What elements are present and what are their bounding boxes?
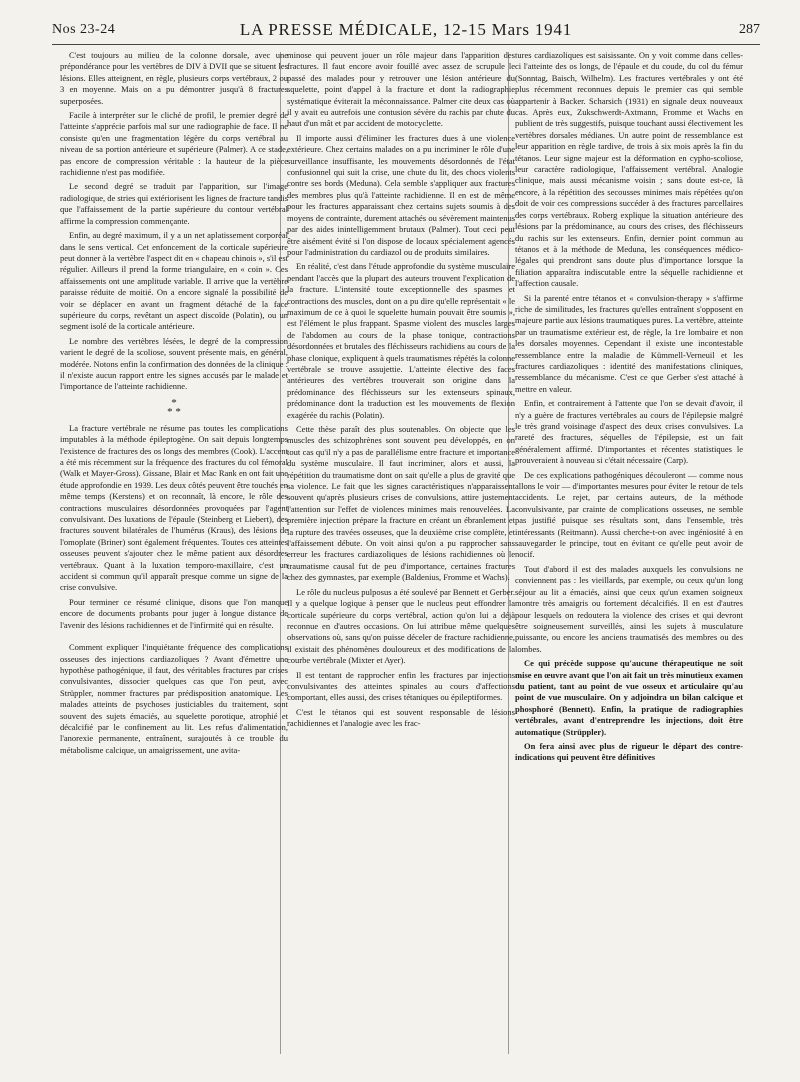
issue-date: 12-15 Mars 1941 [442, 20, 573, 39]
paragraph: En réalité, c'est dans l'étude approfondie du système musculaire pendant l'accès que la plupart des auteurs trouvent l'explication de la fracture. L'intensité toute exceptionnelle des spasmes et contractions des muscles, dont on a pu dire qu'elle représentait « le maximum de ce à quoi le squelette humain pouvait être soumis », est l'élément le plus frappant. Spasme violent des muscles larges de l'abdomen au cours de la phase tonique, contractions désordonnées et brutales des fléchisseurs rachidiens au cours de la phase clonique, expliquent à quels traumatismes répétés la colonne vertébrale se trouve assujettie. L'atteinte élective des faces antérieures des vertèbres trouverait son origine dans la prédominance des fléchisseurs sur les extenseurs spinaux, prédominance dont la traduction est les mouvements de flexion exagérée du rachis (Polatin). [287, 261, 515, 420]
paragraph: Le rôle du nucleus pulposus a été soulevé par Bennett et Gerber. Il y a quelque logique à penser que le nucleus peut effondrer la corticale supérieure du corps vertébral, action qu'on lui a déjà reconnue en d'autres occasions. On lui attribue même quelques observations où, sans qu'on puisse déceler de fracture rachidienne, il existait des phénomènes douloureux et des modifications de la courbe vertébrale (Mixter et Ayer). [287, 586, 515, 666]
paragraph: C'est toujours au milieu de la colonne dorsale, avec une prépondérance pour les vertèbres de DIV à DVII que se situent les lésions. Elles atteignent, en règle, plusieurs corps vertébraux, 2 ou 3 en moyenne. Mais on a pu démontrer jusqu'à 8 fractures superposées. [60, 50, 288, 106]
paragraph: Le second degré se traduit par l'apparition, sur l'image radiologique, de stries qui extériorisent les lignes de fracture tandis que l'affaissement de la partie supérieure du contour vertébral affirme la compression commençante. [60, 181, 289, 226]
paragraph: Enfin, et contrairement à l'attente que l'on se devait d'avoir, il n'y a guère de fractures vertébrales au cours de l'épilepsie malgré le très grand voisinage d'aspect des deux crises convulsives. La rareté des fractures, séquelles de l'épilepsie, est un fait généralement affirmé. D'importantes et récentes statistiques le prouveraient à nouveau si c'était nécessaire (Carp). [515, 398, 743, 466]
journal-title: LA PRESSE MÉDICALE [239, 20, 433, 39]
paragraph: De ces explications pathogéniques découleront — comme nous allons le voir — d'importantes mesures pour éviter le retour de tels accidents. Le rejet, par certains auteurs, de la méthode convulsivante, par crainte de complications osseuses, ne semble pas justifié puisque ses résultats sont, dans l'ensemble, très intéressants (Reitmann). Aussi cherche-t-on avec ingéniosité à en sauvegarder le principe, tout en évitant ce qu'elle peut avoir de nocif. [515, 469, 743, 560]
paragraph: Tout d'abord il est des malades auxquels les convulsions ne conviennent pas : les vieillards, par exemple, ou ceux qu'un long séjour au lit a émaciés, ainsi que ceux qu'un examen soigneux montre très amaigris ou fortement décalcifiés. Il en est d'autres pour lesquels on redoutera la violence des crises et qui devront être soigneusement surveillés, ainsi les sujets à musculature puissante, ou encore les anciens traumatisés des membres ou des lombes. [515, 563, 743, 654]
column-3 [515, 50, 743, 767]
paragraph: Facile à interpréter sur le cliché de profil, le premier degré de l'atteinte s'apprécie parfois mal sur une radiographie de face. Il ne consiste qu'en une fragmentation légère du corps vertébral au niveau de sa portion antérieure et supérieure (Palmer). A ce stade, pas encore de compression véritable : la hauteur de la pièce rachidienne n'est pas modifiée. [60, 110, 288, 178]
paragraph: minose qui peuvent jouer un rôle majeur dans l'apparition des fractures. Il faut encore avoir fouillé avec assez de scrupule le passé des malades pour y retrouver une lésion antérieure du squelette, point d'appel à la fracture et dont la radiographie systématique éviterait la méconnaissance. Palmer cite deux cas où il y avait eu autrefois une contusion sévère du rachis par chute du haut d'un mât et par accident de motocyclette. [287, 50, 515, 129]
paragraph: Comment expliquer l'inquiétante fréquence des complications osseuses des injections cardiazoliques ? Avant d'émettre une hypothèse pathogénique, il faut, des véritables fractures par crises convulsivantes, dissocier quelques cas que l'on peut, avec Strüppler, nommer fractures par prédisposition anatomique. Les malades atteints de psychoses justiciables du traitement, sont souvent des sujets émaciés, au squelette porotique, atrophié et décalcifié par le confinement au lit. Les refus d'alimentation, l'anorexie permanente, entraînent, surajoutés à ce trouble du métabolisme calcique, un amaigrissement, une avita- [60, 642, 288, 755]
paragraph: Le nombre des vertèbres lésées, le degré de la compression varient le degré de la scoliose, souvent présente mais, en général, modérée. Notons enfin la confirmation des données de la clinique : il n'existe aucun rapport entre les signes accusés par le malade et l'importance de l'atteinte rachidienne. [60, 335, 288, 392]
paragraph: Ce qui précède suppose qu'aucune thérapeutique ne soit mise en œuvre avant que l'on ait fait un très minutieux examen du patient, tant au point de vue osseux et articulaire qu'au point de vue musculaire. On y adjoindra un bilan calcique et phosphoré (Bennett). Enfin, la pratique de radiographies vertébrales, avant d'entreprendre les injections, doit être automatique (Strüppler). [515, 658, 743, 737]
paragraph: Il importe aussi d'éliminer les fractures dues à une violence extérieure. Chez certains malades on a pu incriminer le rôle d'une surveillance insuffisante, les mouvements désordonnés de l'état confusionnel qui suit la crise, une chute du lit, des chocs violents contre ses bords (Meduna). Cela semble s'appliquer aux fractures des membres plus qu'à l'atteinte rachidienne. Il en est de même pour les fractures apparaissant chez certains sujets soumis à des moyens de contrainte, durement attachés ou sévèrement maintenus par des aides inintelligemment brutaux (Palmer). Tout ceci peut être aisément évité si l'on dispose de locaux spécialement agencés pour l'administration du cardiazol ou de produits similaires. [287, 132, 515, 257]
issue-number: Nos 23-24 [52, 22, 116, 37]
paragraph: La fracture vertébrale ne résume pas toutes les complications imputables à la méthode épileptogène. On sait depuis longtemps l'existence de fractures des os longs des membres (Cook). L'accent a été mis récemment sur la fréquence des fractures du col fémoral (Walk et Mayer-Gross). Gissane, Blair et Mac Rank en ont fait une étude approfondie en 1939. Les deux côtés peuvent être touchés en même temps (Kerstens) et on reconnaît, là encore, le rôle des contractions musculaires désordonnées provoquées par l'agent convulsivant. Des luxations de l'épaule (Steinberg et Liebert), des fractures souvent bilatérales de l'humérus (Kraus), des lésions de l'omoplate (Briner) sont également fréquentes. Toutes ces atteintes osseuses peuvent s'ajouter chez le même patient aux désordres vertébraux. Quant à la luxation temporo-maxillaire, c'est un accident si commun qu'il apparaît presque comme un signe de la crise convulsive. [60, 422, 288, 593]
section-separator-stars: * * * [167, 396, 181, 418]
paragraph: Pour terminer ce résumé clinique, disons que l'on manque encore de documents probants pour juger à longue distance de l'avenir des lésions rachidiennes et de l'infirmité qui en résulte. [60, 596, 288, 630]
paragraph: tures cardiazoliques est saisissante. On y voit comme dans celles-ci l'atteinte des os longs, de l'épaule et du coude, du col du fémur (Sonntag, Baisch, Wilhelm). Les fractures vertébrales y ont été plus récemment reconnues depuis le premier cas qui semble appartenir à Backer. Scharsich (1931) en signale deux nouveaux cas. Après eux, Zukschwerdt-Axtmann, Fromme et Wachs en publient de très suggestifs, puisque touchant aussi électivement les vertèbres dorsales médianes. Un autre point de ressemblance est leur apparition en règle tardive, de trois à six mois après la fin du tétanos. Leur signe majeur est la déformation en cypho-scoliose, leur caractère radiologique, l'affaissement vertébral. Analogie clinique, mais aussi mécanisme voisin ; sans doute est-ce, là encore, à la répétition des secousses minimes mais répétées qu'on doit de voir ces compressions succéder à des fractures parcellaires des corps vertébraux. Roberg explique la situation antérieure des lésions par la prédominance, au cours des crises, des fléchisseurs du rachis sur les extenseurs. Enfin, dernier point commun au tétanos et à la méthode de Meduna, les conséquences médico-légales qui prendront sans doute plus d'importance lorsque la filiation apparaîtra indiscutable entre la séquelle rachidienne et l'affection causale. [515, 50, 743, 289]
paragraph: On fera ainsi avec plus de rigueur le départ des contre-indications qui peuvent être définitives [515, 740, 743, 763]
paragraph: Si la parenté entre tétanos et « convulsion-therapy » s'affirme riche de similitudes, les fractures qu'elles entraînent s'opposent en majeure partie aux lésions traumatiques pures. La vertèbre, atteinte par un traumatisme extérieur est, de règle, la 1re lombaire et non les dorsales moyennes. Cependant il existe une incontestable ressemblance entre la maladie de Kümmell-Verneuil et les fractures cardiazoliques : identité des manifestations cliniques, ressemblance du mécanisme. C'est ce que Gerber s'est attaché à mettre en valeur. [515, 292, 743, 394]
paragraph: Il est tentant de rapprocher enfin les fractures par injections convulsivantes des atteintes spinales au cours d'affections comportant, elles aussi, des crises tétaniques ou épileptiformes. [287, 669, 515, 703]
header-rule [52, 44, 760, 45]
paragraph: C'est le tétanos qui est souvent responsable de lésions rachidiennes et l'analogie avec les frac- [287, 706, 515, 729]
running-header [52, 20, 760, 42]
page-number: 287 [739, 22, 760, 37]
journal-date-line: LA PRESSE MÉDICALE, 12-15 Mars 1941 [239, 20, 573, 39]
column-1 [60, 50, 288, 759]
column-2 [287, 50, 515, 733]
paragraph: Cette thèse paraît des plus soutenables. On objecte que les muscles des schizophrènes sont souvent peu développés, en on tout cas qu'il n'y a pas de parallélisme entre fracture et importance du système musculaire. Il faut incriminer, alors et aussi, la répétition du traumatisme dont on sait qu'elle a plus de gravité que sa violence. Le fait que les signes caractéristiques n'apparaissent souvent qu'après plusieurs crises de convulsions, attire justement l'attention sur l'effet de violences minimes mais renouvelées. La première injection prépare la fracture en créant un ébranlement et la rupture des travées osseuses, que la deuxième crise complète, et l'affaissement débute. On voit ainsi qu'on a pu rapprocher sans erreur les fractures cardiazoliques de lésions rachidiennes où le traumatisme causal fut de peu d'importance, certaines fractures chez des gymnastes, par exemple (Baldenius, Fromme et Wachs). [287, 424, 515, 583]
paragraph: Enfin, au degré maximum, il y a un net aplatissement corporéal dans le sens vertical. Cet enfoncement de la corticale supérieure peut donner à la vertèbre l'aspect dit en « chapeau chinois », s'il est régulier. Ailleurs il prend la forme triangulaire, en « coin ». Ces affaissements ont une amplitude variable. Il arrive que la vertèbre paraisse réduite de moitié. On a encore signalé la possibilité de voir se déplacer en avant un fragment détaché de la face supérieure du corps, revêtant un aspect discoïde (Polatin), ou un segment isolé de la corticale antérieure. [60, 230, 288, 332]
